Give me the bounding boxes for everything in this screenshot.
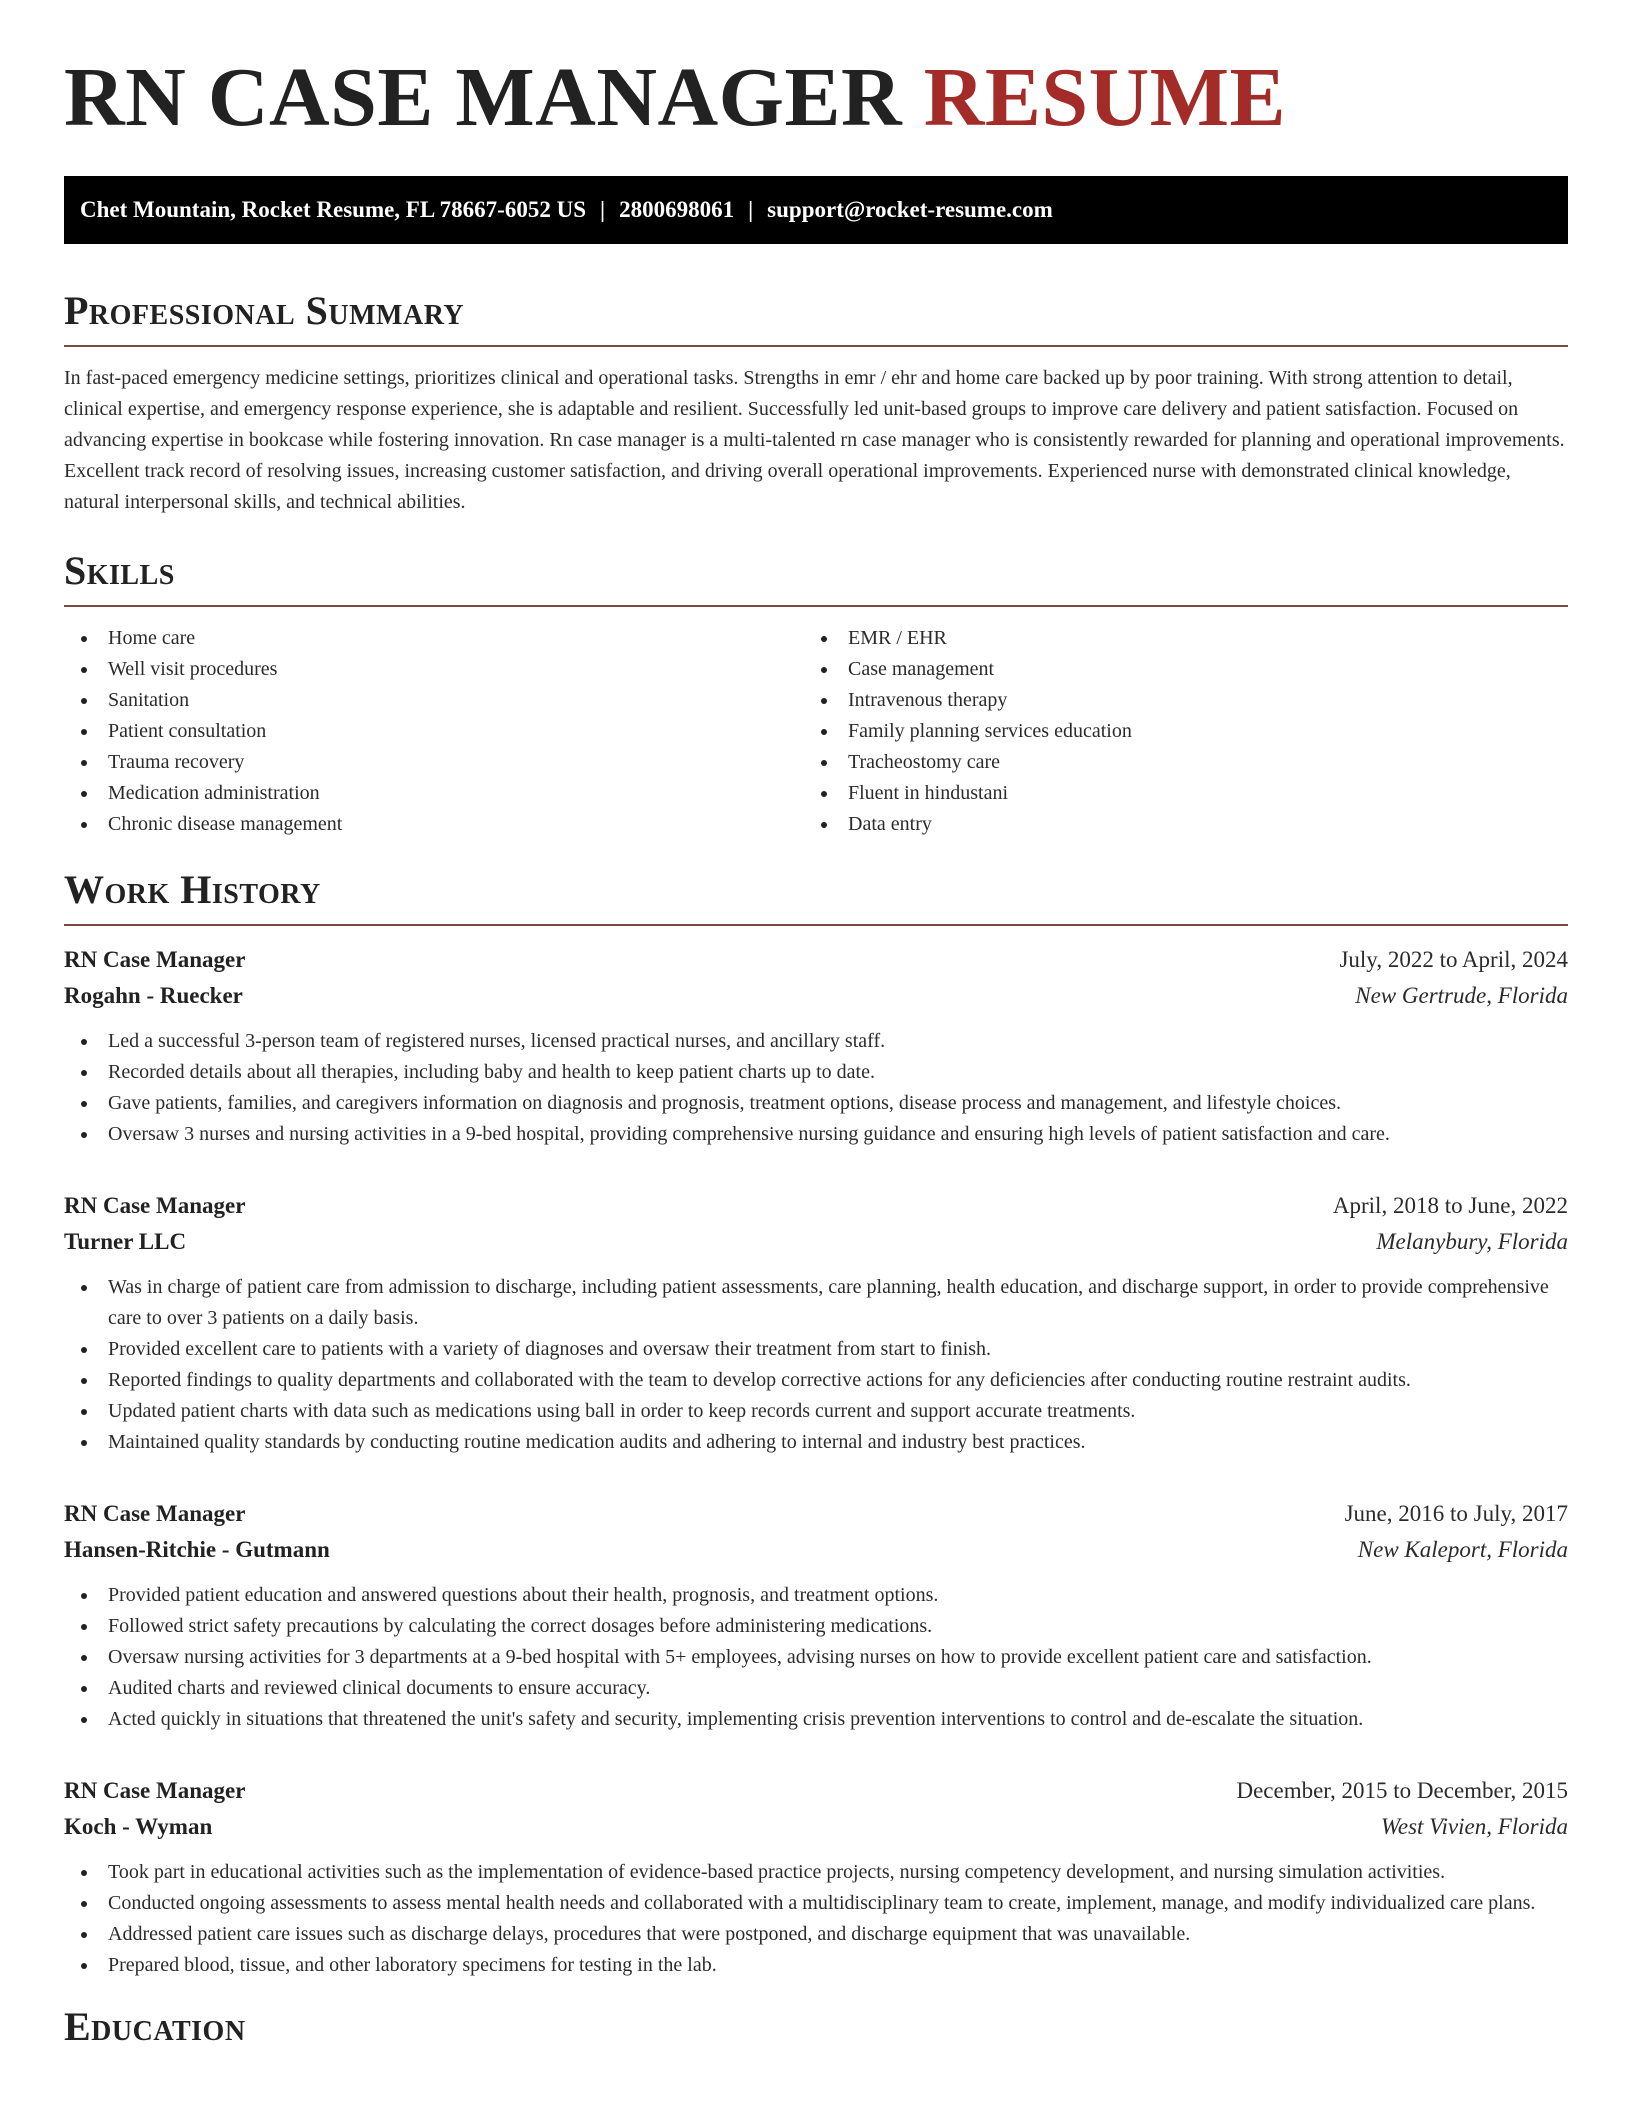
job-title: RN Case Manager <box>64 1501 246 1526</box>
job-bullet: Provided patient education and answered questions about their health, prognosis, and treatment options. <box>64 1580 1568 1611</box>
job-location: West Vivien, Florida <box>1380 1814 1568 1839</box>
job-bullet: Provided excellent care to patients with a variety of diagnoses and oversaw their treatment from start to finish. <box>64 1334 1568 1365</box>
job-entry <box>64 1496 1568 1735</box>
job-bullet: Addressed patient care issues such as discharge delays, procedures that were postponed, and discharge equipment that was unavailable. <box>64 1919 1568 1950</box>
education-heading: Education <box>64 2004 246 2049</box>
job-company-row <box>64 1532 1568 1568</box>
contact-separator: | <box>600 197 606 222</box>
work-history-heading: Work History <box>64 867 321 912</box>
skill-item: EMR / EHR <box>804 623 1544 654</box>
skills-list-right <box>804 623 1544 840</box>
job-dates: December, 2015 to December, 2015 <box>1236 1778 1568 1803</box>
job-location: Melanybury, Florida <box>1376 1229 1568 1254</box>
job-company: Rogahn - Ruecker <box>64 983 243 1008</box>
job-bullet: Updated patient charts with data such as medications using ball in order to keep records current and support accurate treatments. <box>64 1396 1568 1427</box>
job-company-row <box>64 978 1568 1014</box>
skill-item: Medication administration <box>64 778 804 809</box>
job-company: Koch - Wyman <box>64 1814 213 1839</box>
job-bullets <box>64 1026 1568 1150</box>
resume-title <box>64 0 1568 144</box>
contact-address: Chet Mountain, Rocket Resume, FL 78667-6052 US <box>80 197 586 222</box>
job-location: New Kaleport, Florida <box>1357 1537 1568 1562</box>
skill-item: Well visit procedures <box>64 654 804 685</box>
skill-item: Home care <box>64 623 804 654</box>
job-company: Turner LLC <box>64 1229 187 1254</box>
job-company: Hansen-Ritchie - Gutmann <box>64 1537 330 1562</box>
section-divider <box>64 605 1568 607</box>
skill-item: Tracheostomy care <box>804 747 1544 778</box>
skill-item: Patient consultation <box>64 716 804 747</box>
job-dates: June, 2016 to July, 2017 <box>1344 1501 1568 1526</box>
skills-list-left <box>64 623 804 840</box>
job-dates: April, 2018 to June, 2022 <box>1332 1193 1568 1218</box>
job-entry <box>64 942 1568 1150</box>
job-title: RN Case Manager <box>64 1778 246 1803</box>
skills-columns <box>64 623 1568 840</box>
job-company-row <box>64 1224 1568 1260</box>
summary-text: In fast-paced emergency medicine settings, prioritizes clinical and operational tasks. Strengths in emr / ehr and home care backed up by poor training. With strong attention to detail, clinical expertise, and emergency response experience, she is adaptable and resilient. Successfully led unit-based groups to improve care delivery and patient satisfaction. Focused on advancing expertise in bookcase while fostering innovation. Rn case manager is a multi-talented rn case manager who is consistently rewarded for planning and operational improvements. Excellent track record of resolving issues, increasing customer satisfaction, and driving overall operational improvements. Experienced nurse with demonstrated clinical knowledge, natural interpersonal skills, and technical abilities. <box>64 367 1565 513</box>
job-bullet: Maintained quality standards by conducting routine medication audits and adhering to internal and industry best practices. <box>64 1427 1568 1458</box>
section-divider <box>64 345 1568 347</box>
job-bullets <box>64 1857 1568 1981</box>
skill-item: Family planning services education <box>804 716 1544 747</box>
summary-section <box>64 288 1568 518</box>
skill-item: Case management <box>804 654 1544 685</box>
job-bullet: Oversaw nursing activities for 3 departments at a 9-bed hospital with 5+ employees, advising nurses on how to provide excellent patient care and satisfaction. <box>64 1642 1568 1673</box>
job-location: New Gertrude, Florida <box>1355 983 1568 1008</box>
title-main: RN CASE MANAGER <box>64 51 903 144</box>
job-bullet: Was in charge of patient care from admission to discharge, including patient assessments, care planning, health education, and discharge support, in order to provide comprehensive care to over 3 patients on a daily basis. <box>64 1272 1568 1334</box>
job-bullet: Oversaw 3 nurses and nursing activities in a 9-bed hospital, providing comprehensive nursing guidance and ensuring high levels of patient satisfaction and care. <box>64 1119 1568 1150</box>
job-bullet: Reported findings to quality departments and collaborated with the team to develop corrective actions for any deficiencies after conducting routine restraint audits. <box>64 1365 1568 1396</box>
job-bullet: Acted quickly in situations that threatened the unit's safety and security, implementing crisis prevention interventions to control and de-escalate the situation. <box>64 1704 1568 1735</box>
job-bullet: Took part in educational activities such as the implementation of evidence-based practice projects, nursing competency development, and nursing simulation activities. <box>64 1857 1568 1888</box>
job-bullet: Recorded details about all therapies, including baby and health to keep patient charts up to date. <box>64 1057 1568 1088</box>
job-header-row <box>64 1188 1568 1224</box>
job-company-row <box>64 1809 1568 1845</box>
summary-heading: Professional Summary <box>64 288 465 333</box>
section-divider <box>64 924 1568 926</box>
job-title: RN Case Manager <box>64 947 246 972</box>
job-bullet: Followed strict safety precautions by calculating the correct dosages before administering medications. <box>64 1611 1568 1642</box>
skill-item: Chronic disease management <box>64 809 804 840</box>
job-header-row <box>64 942 1568 978</box>
contact-bar <box>64 176 1568 244</box>
job-bullets <box>64 1580 1568 1735</box>
contact-separator: | <box>748 197 754 222</box>
job-dates: July, 2022 to April, 2024 <box>1339 947 1568 972</box>
job-bullet: Gave patients, families, and caregivers information on diagnosis and prognosis, treatment options, disease process and management, and lifestyle choices. <box>64 1088 1568 1119</box>
job-title: RN Case Manager <box>64 1193 246 1218</box>
job-entry <box>64 1773 1568 1981</box>
job-entry <box>64 1188 1568 1458</box>
job-bullets <box>64 1272 1568 1458</box>
job-bullet: Led a successful 3-person team of registered nurses, licensed practical nurses, and ancillary staff. <box>64 1026 1568 1057</box>
skills-heading: Skills <box>64 548 175 593</box>
skill-item: Fluent in hindustani <box>804 778 1544 809</box>
job-header-row <box>64 1773 1568 1809</box>
skills-section <box>64 548 1568 840</box>
title-accent: RESUME <box>923 51 1287 144</box>
job-bullet: Audited charts and reviewed clinical documents to ensure accuracy. <box>64 1673 1568 1704</box>
job-bullet: Conducted ongoing assessments to assess mental health needs and collaborated with a multidisciplinary team to create, implement, manage, and modify individualized care plans. <box>64 1888 1568 1919</box>
skill-item: Data entry <box>804 809 1544 840</box>
job-bullet: Prepared blood, tissue, and other laboratory specimens for testing in the lab. <box>64 1950 1568 1981</box>
skill-item: Trauma recovery <box>64 747 804 778</box>
skill-item: Intravenous therapy <box>804 685 1544 716</box>
contact-phone[interactable]: 2800698061 <box>619 197 735 222</box>
job-header-row <box>64 1496 1568 1532</box>
contact-email[interactable]: support@rocket-resume.com <box>767 197 1053 222</box>
education-section <box>64 2004 1568 2049</box>
skill-item: Sanitation <box>64 685 804 716</box>
work-history-section <box>64 867 1568 1981</box>
